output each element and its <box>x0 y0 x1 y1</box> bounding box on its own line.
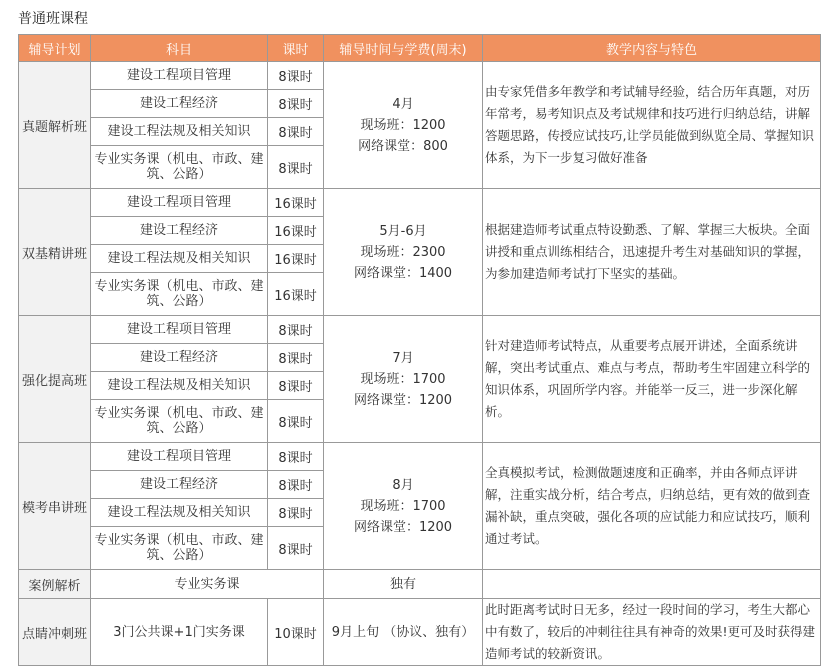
subject-cell: 建设工程法规及相关知识 <box>91 499 268 527</box>
time-fee-cell <box>324 316 483 443</box>
time-text: 8月 <box>392 477 414 493</box>
subject-cell: 专业实务课（机电、市政、建筑、公路） <box>91 146 268 189</box>
subject-cell: 建设工程经济 <box>91 344 268 372</box>
hours-cell: 8课时 <box>268 400 324 443</box>
hours-cell: 16课时 <box>268 245 324 273</box>
plan-cell: 案例解析 <box>19 570 91 599</box>
subject-cell: 建设工程项目管理 <box>91 62 268 90</box>
plan-cell: 双基精讲班 <box>19 189 91 316</box>
subject-cell: 建设工程法规及相关知识 <box>91 245 268 273</box>
online-fee: 网络课堂：800 <box>358 138 448 154</box>
table-row <box>19 316 821 344</box>
time-fee-cell <box>324 443 483 570</box>
subject-cell: 建设工程经济 <box>91 471 268 499</box>
hours-cell: 8课时 <box>268 344 324 372</box>
hours-cell: 8课时 <box>268 372 324 400</box>
header-hours: 课时 <box>268 35 324 62</box>
subject-cell: 建设工程经济 <box>91 90 268 118</box>
hours-cell: 16课时 <box>268 217 324 245</box>
header-description: 教学内容与特色 <box>483 35 821 62</box>
header-row <box>19 35 821 62</box>
description-cell: 此时距离考试时日无多，经过一段时间的学习，考生大都心中有数了，较后的冲刺往往具有神奇的效果!更可及时获得建造师考试的较新资讯。 <box>483 599 821 666</box>
hours-cell: 8课时 <box>268 90 324 118</box>
hours-cell: 8课时 <box>268 527 324 570</box>
subject-cell: 建设工程经济 <box>91 217 268 245</box>
hours-cell: 8课时 <box>268 316 324 344</box>
subject-cell: 3门公共课+1门实务课 <box>91 599 268 666</box>
subject-cell: 建设工程法规及相关知识 <box>91 372 268 400</box>
time-text: 4月 <box>392 96 414 112</box>
plan-cell: 点睛冲刺班 <box>19 599 91 666</box>
sprint-row <box>19 599 821 666</box>
time-fee-cell <box>324 189 483 316</box>
hours-cell: 8课时 <box>268 443 324 471</box>
course-schedule-table <box>18 34 821 666</box>
case-analysis-row <box>19 570 821 599</box>
subject-cell: 建设工程项目管理 <box>91 443 268 471</box>
subject-cell: 专业实务课（机电、市政、建筑、公路） <box>91 400 268 443</box>
subject-cell: 建设工程法规及相关知识 <box>91 118 268 146</box>
description-cell: 针对建造师考试特点，从重要考点展开讲述，全面系统讲解，突出考试重点、难点与考点，帮助考生牢固建立科学的知识体系，巩固所学内容。并能举一反三，进一步深化解析。 <box>483 316 821 443</box>
hours-cell: 16课时 <box>268 273 324 316</box>
table-row <box>19 189 821 217</box>
page-title: 普通班课程 <box>18 11 88 27</box>
online-fee: 网络课堂：1200 <box>353 519 453 535</box>
hours-cell: 16课时 <box>268 189 324 217</box>
hours-cell: 8课时 <box>268 471 324 499</box>
description-cell <box>483 570 821 599</box>
subject-cell: 专业实务课（机电、市政、建筑、公路） <box>91 273 268 316</box>
plan-cell: 真题解析班 <box>19 62 91 189</box>
header-plan: 辅导计划 <box>19 35 91 62</box>
subject-cell: 专业实务课 <box>91 570 324 599</box>
description-cell: 全真模拟考试，检测做题速度和正确率，并由各师点评讲解，注重实战分析，结合考点，归纳总结，更有效的做到查漏补缺，重点突破，强化各项的应试能力和应试技巧，顺利通过考试。 <box>483 443 821 570</box>
subject-cell: 建设工程项目管理 <box>91 189 268 217</box>
hours-cell: 8课时 <box>268 118 324 146</box>
hours-cell: 8课时 <box>268 62 324 90</box>
hours-cell: 10课时 <box>268 599 324 666</box>
header-subject: 科目 <box>91 35 268 62</box>
table-row <box>19 443 821 471</box>
time-fee-cell <box>324 62 483 189</box>
onsite-fee: 现场班：1700 <box>360 498 446 514</box>
online-fee: 网络课堂：1400 <box>353 265 453 281</box>
onsite-fee: 现场班：1700 <box>360 371 446 387</box>
subject-cell: 专业实务课（机电、市政、建筑、公路） <box>91 527 268 570</box>
plan-cell: 模考串讲班 <box>19 443 91 570</box>
table-row <box>19 62 821 90</box>
onsite-fee: 现场班：2300 <box>360 244 446 260</box>
description-cell: 由专家凭借多年教学和考试辅导经验，结合历年真题，对历年常考，易考知识点及考试规律和技巧进行归纳总结，讲解答题思路，传授应试技巧,让学员能做到纵览全局、掌握知识体系，为下一步复习做好准备 <box>483 62 821 189</box>
hours-cell: 8课时 <box>268 499 324 527</box>
time-text: 7月 <box>392 350 414 366</box>
time-fee-cell: 独有 <box>324 570 483 599</box>
header-time-fee: 辅导时间与学费(周末) <box>324 35 483 62</box>
time-text: 5月-6月 <box>379 223 427 239</box>
time-fee-cell: 9月上旬 （协议、独有） <box>324 599 483 666</box>
onsite-fee: 现场班：1200 <box>360 117 446 133</box>
subject-cell: 建设工程项目管理 <box>91 316 268 344</box>
online-fee: 网络课堂：1200 <box>353 392 453 408</box>
plan-cell: 强化提高班 <box>19 316 91 443</box>
description-cell: 根据建造师考试重点特设勤悉、了解、掌握三大板块。全面讲授和重点训练相结合，迅速提升考生对基础知识的掌握，为参加建造师考试打下坚实的基础。 <box>483 189 821 316</box>
hours-cell: 8课时 <box>268 146 324 189</box>
